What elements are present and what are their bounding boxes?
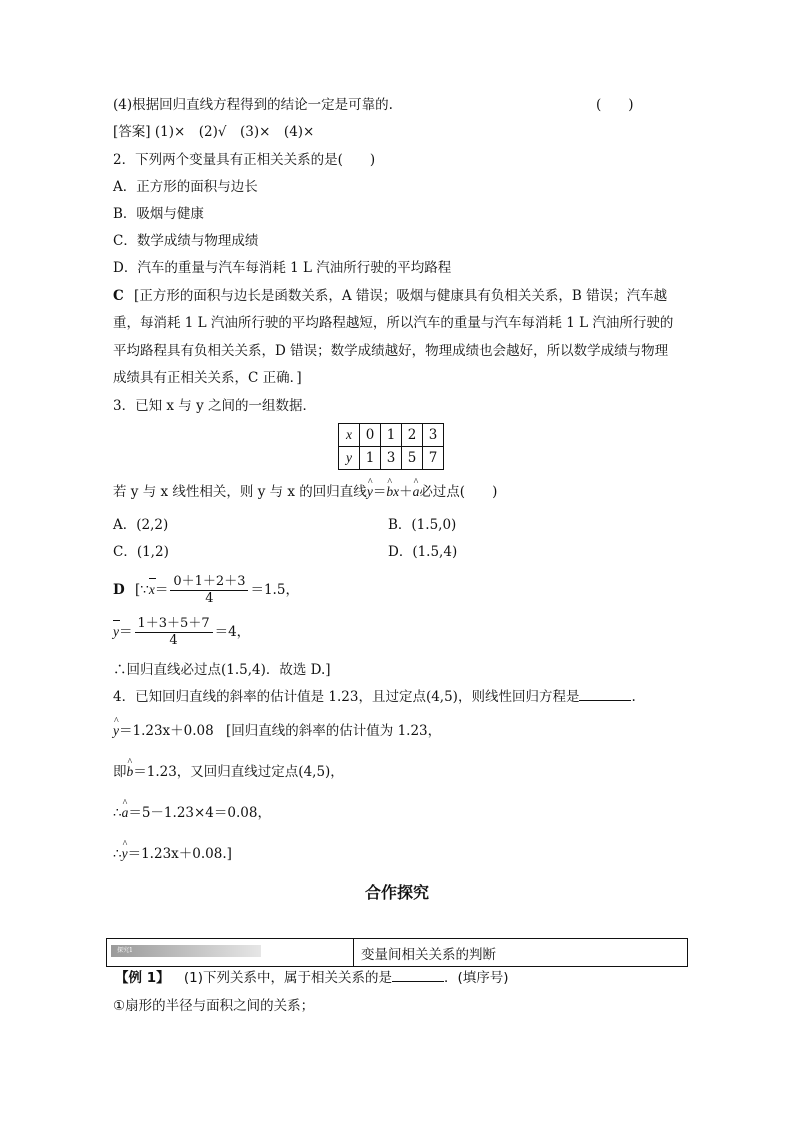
fraction-denominator: 4 (205, 591, 214, 606)
step-text: ＝5－1.23×4＝0.08， (128, 805, 271, 821)
equals-sign: ＝ (372, 484, 387, 500)
q4-answer-eq: ＝1.23x＋0.08 (119, 723, 214, 739)
x-bar: x (148, 582, 155, 597)
fraction-x (170, 574, 248, 607)
b-hat: ^ b (127, 763, 134, 781)
inquiry-divider (353, 939, 354, 966)
q2-explanation-text: 平均路程具有负相关关系，D 错误；数学成绩越好，物理成绩也会越好，所以数学成绩与物理 (113, 343, 669, 359)
q4-step2 (113, 763, 344, 781)
y-hat: ^ y (122, 845, 128, 863)
a-hat: ^ a (413, 483, 420, 501)
result-text: ＝1.5， (250, 582, 299, 598)
because-text: [∵ (135, 582, 149, 598)
q2-explanation-3 (113, 342, 668, 360)
q2-stem (113, 151, 375, 169)
y-hat: ^ y (367, 483, 373, 501)
step-prefix: 即 (113, 764, 127, 780)
table-cell: 7 (423, 447, 444, 470)
q3-data-table (338, 423, 444, 470)
example-stem-text: (1)下列关系中，属于相关关系的是 (183, 970, 393, 986)
table-cell: 3 (381, 447, 402, 470)
q1-paren (596, 96, 634, 114)
q3-option-b (388, 516, 456, 534)
q4-answer-note: [回归直线的斜率的估计值为 1.23， (226, 723, 442, 739)
q2-option-a-text: A．正方形的面积与边长 (113, 179, 258, 195)
q1-item4 (113, 96, 393, 114)
q2-explanation-text: [正方形的面积与边长是函数关系，A 错误；吸烟与健康具有负相关关系，B 错误；汽车越 (134, 288, 668, 304)
q4-stem (113, 688, 636, 706)
q2-option-d (113, 259, 451, 277)
q2-option-b (113, 205, 204, 223)
fill-blank[interactable] (392, 969, 444, 982)
q3-condition (113, 483, 497, 501)
example1-stem (115, 969, 509, 987)
q1-paren-text: ( ) (596, 97, 634, 113)
table-cell: 1 (360, 447, 381, 470)
table-cell: y (339, 447, 360, 470)
q3-option-a (113, 516, 168, 534)
q3-option-b-text: B．(1.5,0) (388, 517, 457, 533)
example-item-text: ①扇形的半径与面积之间的关系； (113, 998, 315, 1014)
q3-stem (113, 397, 316, 415)
q3-option-d-text: D．(1.5,4) (388, 544, 458, 560)
q3-option-c-text: C．(1,2) (113, 544, 169, 560)
inquiry-header-box (106, 938, 688, 967)
table-cell: 3 (423, 424, 444, 447)
q2-stem-text: 2．下列两个变量具有正相关关系的是( ) (113, 152, 376, 168)
inquiry-title: 变量间相关关系的判断 (361, 947, 496, 963)
q2-explanation-2 (113, 314, 673, 332)
table-row (339, 424, 444, 447)
q2-option-c (113, 232, 258, 250)
q4-step4 (113, 845, 232, 863)
step-prefix: ∴ (113, 846, 122, 862)
plus-sign: ＋ (399, 484, 413, 500)
example-label: 【例 1】 (115, 970, 170, 986)
q4-step3 (113, 804, 271, 822)
inquiry-tag-banner: 探究1 (111, 945, 261, 957)
table-cell: 0 (360, 424, 381, 447)
y-hat: ^ y (113, 722, 119, 740)
q2-option-b-text: B．吸烟与健康 (113, 206, 204, 222)
q4-answer (113, 722, 441, 740)
q3-option-d (388, 543, 457, 561)
q3-stem-text: 3．已知 x 与 y 之间的一组数据． (113, 398, 316, 414)
q1-answer (113, 123, 314, 141)
q2-option-c-text: C．数学成绩与物理成绩 (113, 233, 259, 249)
q2-answer-letter: C (113, 288, 124, 304)
table-cell: 1 (381, 424, 402, 447)
fraction-y (135, 616, 213, 649)
q4-stem-text: 4．已知回归直线的斜率的估计值是 1.23，且过定点(4,5)，则线性回归方程是 (113, 689, 580, 705)
q3-condition-text: 若 y 与 x 线性相关，则 y 与 x 的回归直线 (113, 484, 367, 500)
step-text: ＝1.23x＋0.08.] (127, 846, 232, 862)
section-heading: 合作探究 (364, 883, 429, 902)
q4-stem-end: . (631, 689, 636, 705)
q3-option-c (113, 543, 169, 561)
table-cell: x (339, 424, 360, 447)
result-text: ＝4， (214, 624, 251, 640)
table-cell: 2 (402, 424, 423, 447)
b-hat: ^ b (386, 483, 393, 501)
q3-option-a-text: A．(2,2) (113, 517, 169, 533)
q2-option-d-text: D．汽车的重量与汽车每消耗 1 L 汽油所行驶的平均路程 (113, 260, 452, 276)
answer-label: [答案] (113, 124, 151, 140)
a-hat: ^ a (122, 804, 129, 822)
q3-answer-letter: D (113, 582, 125, 598)
fraction-numerator: 0＋1＋2＋3 (170, 574, 248, 591)
answer-text: (1)× (2)√ (3)× (4)× (154, 124, 315, 140)
q3-solution-y (113, 616, 250, 649)
q3-conclusion-text: ∴回归直线必过点(1.5,4)．故选 D.] (113, 662, 331, 678)
equals-sign: ＝ (119, 624, 133, 640)
equals-sign: ＝ (154, 582, 169, 598)
q3-solution-x (113, 574, 299, 607)
q2-explanation-text: 成绩具有正相关关系，C 正确．] (113, 370, 302, 386)
example1-item1 (113, 997, 314, 1015)
step-prefix: ∴ (113, 805, 122, 821)
q2-option-a (113, 178, 258, 196)
table-row (339, 447, 444, 470)
q2-explanation-1 (113, 287, 667, 305)
q3-condition-end: 必过点( ) (419, 484, 498, 500)
fraction-numerator: 1＋3＋5＋7 (135, 616, 213, 633)
table-cell: 5 (402, 447, 423, 470)
q2-explanation-4 (113, 369, 302, 387)
q2-explanation-text: 重，每消耗 1 L 汽油所行驶的平均路程越短，所以汽车的重量与汽车每消耗 1 L 汽油所行驶的 (113, 315, 674, 331)
example-stem-end: ．(填序号) (444, 970, 509, 986)
x-var: x (393, 484, 400, 499)
fraction-denominator: 4 (169, 633, 178, 648)
step-text: ＝1.23，又回归直线过定点(4,5)， (133, 764, 344, 780)
y-bar: y (113, 624, 119, 639)
q1-item4-text: (4)根据回归直线方程得到的结论一定是可靠的. (113, 97, 393, 113)
q3-conclusion (113, 661, 331, 679)
fill-blank[interactable] (579, 688, 631, 701)
